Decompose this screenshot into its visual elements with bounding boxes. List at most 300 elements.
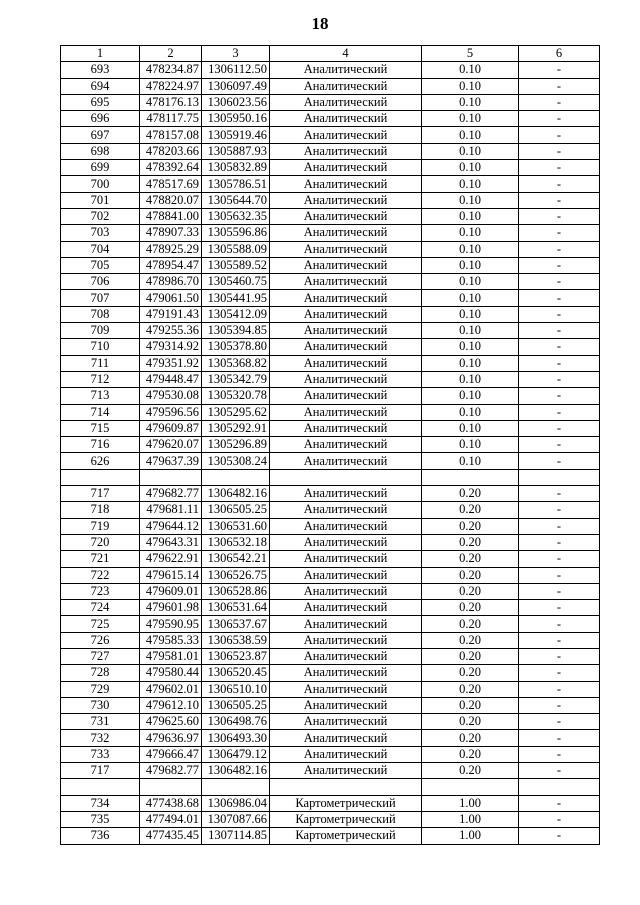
method-cell: Аналитический [270,763,422,779]
y-coordinate-cell: 1305887.93 [202,143,270,159]
accuracy-cell: 0.20 [422,648,519,664]
method-cell: Аналитический [270,420,422,436]
x-coordinate-cell: 479682.77 [140,763,202,779]
table-row [61,160,600,176]
table-row [61,730,600,746]
table-row [61,143,600,159]
accuracy-cell: 0.20 [422,616,519,632]
accuracy-cell: 0.10 [422,420,519,436]
method-cell: Аналитический [270,339,422,355]
x-coordinate-cell: 479681.11 [140,502,202,518]
x-coordinate-cell: 479061.50 [140,290,202,306]
accuracy-cell: 0.10 [422,192,519,208]
accuracy-cell: 0.20 [422,665,519,681]
method-cell: Аналитический [270,306,422,322]
method-cell: Аналитический [270,404,422,420]
point-number-cell: 703 [61,225,140,241]
note-cell: - [519,274,600,290]
x-coordinate-cell: 479596.56 [140,404,202,420]
x-coordinate-cell: 479620.07 [140,437,202,453]
empty-cell [61,779,140,795]
point-number-cell: 702 [61,208,140,224]
method-cell: Аналитический [270,176,422,192]
y-coordinate-cell: 1305308.24 [202,453,270,469]
x-coordinate-cell: 478841.00 [140,208,202,224]
x-coordinate-cell: 479448.47 [140,371,202,387]
table-row [61,551,600,567]
accuracy-cell: 0.10 [422,94,519,110]
method-cell: Аналитический [270,486,422,502]
note-cell: - [519,355,600,371]
point-number-cell: 729 [61,681,140,697]
accuracy-cell: 0.20 [422,583,519,599]
x-coordinate-cell: 479612.10 [140,697,202,713]
table-row [61,111,600,127]
header-cell: 5 [422,46,519,62]
point-number-cell: 700 [61,176,140,192]
accuracy-cell: 0.20 [422,697,519,713]
table-row [61,404,600,420]
table-row [61,371,600,387]
table-row [61,714,600,730]
x-coordinate-cell: 479581.01 [140,648,202,664]
note-cell: - [519,371,600,387]
table-row [61,763,600,779]
point-number-cell: 717 [61,486,140,502]
group-separator-row [61,779,600,795]
method-cell: Аналитический [270,632,422,648]
x-coordinate-cell: 479351.92 [140,355,202,371]
y-coordinate-cell: 1307114.85 [202,828,270,844]
method-cell: Аналитический [270,160,422,176]
note-cell: - [519,420,600,436]
method-cell: Картометрический [270,795,422,811]
accuracy-cell: 0.20 [422,681,519,697]
table-row [61,420,600,436]
accuracy-cell: 0.20 [422,763,519,779]
method-cell: Аналитический [270,730,422,746]
point-number-cell: 694 [61,78,140,94]
y-coordinate-cell: 1306526.75 [202,567,270,583]
method-cell: Картометрический [270,828,422,844]
note-cell: - [519,828,600,844]
y-coordinate-cell: 1306498.76 [202,714,270,730]
table-row [61,437,600,453]
page-number: 18 [311,14,329,33]
note-cell: - [519,583,600,599]
note-cell: - [519,567,600,583]
table-row [61,306,600,322]
point-number-cell: 722 [61,567,140,583]
x-coordinate-cell: 479682.77 [140,486,202,502]
empty-cell [202,779,270,795]
point-number-cell: 697 [61,127,140,143]
accuracy-cell: 0.20 [422,567,519,583]
x-coordinate-cell: 479609.87 [140,420,202,436]
point-number-cell: 709 [61,323,140,339]
y-coordinate-cell: 1306531.64 [202,600,270,616]
point-number-cell: 721 [61,551,140,567]
y-coordinate-cell: 1305632.35 [202,208,270,224]
point-number-cell: 733 [61,746,140,762]
method-cell: Аналитический [270,648,422,664]
table-row [61,241,600,257]
x-coordinate-cell: 478176.13 [140,94,202,110]
method-cell: Аналитический [270,567,422,583]
accuracy-cell: 0.10 [422,62,519,78]
empty-cell [140,779,202,795]
method-cell: Аналитический [270,534,422,550]
table-row [61,632,600,648]
y-coordinate-cell: 1305832.89 [202,160,270,176]
x-coordinate-cell: 478224.97 [140,78,202,94]
method-cell: Аналитический [270,518,422,534]
empty-cell [519,469,600,485]
y-coordinate-cell: 1306482.16 [202,486,270,502]
note-cell: - [519,665,600,681]
point-number-cell: 727 [61,648,140,664]
table-row [61,616,600,632]
method-cell: Аналитический [270,616,422,632]
y-coordinate-cell: 1305596.86 [202,225,270,241]
note-cell: - [519,257,600,273]
accuracy-cell: 0.10 [422,404,519,420]
table-row [61,62,600,78]
table-row [61,323,600,339]
accuracy-cell: 0.10 [422,453,519,469]
accuracy-cell: 0.10 [422,176,519,192]
table-row [61,534,600,550]
note-cell: - [519,306,600,322]
table-row [61,502,600,518]
x-coordinate-cell: 477435.45 [140,828,202,844]
header-cell: 3 [202,46,270,62]
y-coordinate-cell: 1306505.25 [202,502,270,518]
x-coordinate-cell: 479666.47 [140,746,202,762]
note-cell: - [519,339,600,355]
x-coordinate-cell: 479644.12 [140,518,202,534]
point-number-cell: 693 [61,62,140,78]
point-number-cell: 720 [61,534,140,550]
method-cell: Аналитический [270,371,422,387]
y-coordinate-cell: 1305412.09 [202,306,270,322]
method-cell: Аналитический [270,127,422,143]
table-row [61,127,600,143]
point-number-cell: 701 [61,192,140,208]
x-coordinate-cell: 479637.39 [140,453,202,469]
note-cell: - [519,241,600,257]
table-header-row [61,46,600,62]
point-number-cell: 714 [61,404,140,420]
group-separator-row [61,469,600,485]
note-cell: - [519,730,600,746]
x-coordinate-cell: 479601.98 [140,600,202,616]
table-row [61,583,600,599]
y-coordinate-cell: 1305296.89 [202,437,270,453]
accuracy-cell: 0.20 [422,518,519,534]
y-coordinate-cell: 1305786.51 [202,176,270,192]
accuracy-cell: 0.20 [422,632,519,648]
y-coordinate-cell: 1306112.50 [202,62,270,78]
point-number-cell: 704 [61,241,140,257]
note-cell: - [519,632,600,648]
table-row [61,486,600,502]
method-cell: Аналитический [270,192,422,208]
note-cell: - [519,388,600,404]
accuracy-cell: 0.10 [422,257,519,273]
table-row [61,567,600,583]
method-cell: Аналитический [270,225,422,241]
accuracy-cell: 0.10 [422,78,519,94]
x-coordinate-cell: 479609.01 [140,583,202,599]
method-cell: Аналитический [270,453,422,469]
y-coordinate-cell: 1306520.45 [202,665,270,681]
note-cell: - [519,714,600,730]
y-coordinate-cell: 1306523.87 [202,648,270,664]
y-coordinate-cell: 1305394.85 [202,323,270,339]
note-cell: - [519,160,600,176]
method-cell: Аналитический [270,583,422,599]
accuracy-cell: 0.20 [422,746,519,762]
point-number-cell: 724 [61,600,140,616]
accuracy-cell: 0.10 [422,208,519,224]
point-number-cell: 707 [61,290,140,306]
y-coordinate-cell: 1305292.91 [202,420,270,436]
x-coordinate-cell: 479585.33 [140,632,202,648]
table-row [61,339,600,355]
table-row [61,257,600,273]
table-row [61,518,600,534]
accuracy-cell: 0.10 [422,388,519,404]
x-coordinate-cell: 478234.87 [140,62,202,78]
point-number-cell: 719 [61,518,140,534]
x-coordinate-cell: 479191.43 [140,306,202,322]
point-number-cell: 696 [61,111,140,127]
note-cell: - [519,746,600,762]
accuracy-cell: 0.10 [422,143,519,159]
point-number-cell: 735 [61,811,140,827]
y-coordinate-cell: 1307087.66 [202,811,270,827]
accuracy-cell: 1.00 [422,828,519,844]
table-row [61,828,600,844]
point-number-cell: 725 [61,616,140,632]
note-cell: - [519,681,600,697]
table-row [61,746,600,762]
note-cell: - [519,111,600,127]
point-number-cell: 730 [61,697,140,713]
accuracy-cell: 0.10 [422,355,519,371]
method-cell: Аналитический [270,257,422,273]
x-coordinate-cell: 479602.01 [140,681,202,697]
x-coordinate-cell: 479625.60 [140,714,202,730]
x-coordinate-cell: 478203.66 [140,143,202,159]
x-coordinate-cell: 478954.47 [140,257,202,273]
note-cell: - [519,94,600,110]
table-row [61,681,600,697]
header-cell: 2 [140,46,202,62]
y-coordinate-cell: 1305295.62 [202,404,270,420]
point-number-cell: 712 [61,371,140,387]
point-number-cell: 710 [61,339,140,355]
point-number-cell: 698 [61,143,140,159]
method-cell: Аналитический [270,323,422,339]
y-coordinate-cell: 1305320.78 [202,388,270,404]
x-coordinate-cell: 477438.68 [140,795,202,811]
x-coordinate-cell: 479314.92 [140,339,202,355]
empty-cell [202,469,270,485]
table-row [61,94,600,110]
x-coordinate-cell: 479590.95 [140,616,202,632]
note-cell: - [519,404,600,420]
table-row [61,795,600,811]
y-coordinate-cell: 1305919.46 [202,127,270,143]
note-cell: - [519,143,600,159]
accuracy-cell: 0.20 [422,534,519,550]
accuracy-cell: 0.10 [422,160,519,176]
point-number-cell: 718 [61,502,140,518]
accuracy-cell: 0.10 [422,323,519,339]
accuracy-cell: 1.00 [422,811,519,827]
y-coordinate-cell: 1306479.12 [202,746,270,762]
y-coordinate-cell: 1306986.04 [202,795,270,811]
table-row [61,208,600,224]
y-coordinate-cell: 1306542.21 [202,551,270,567]
note-cell: - [519,290,600,306]
note-cell: - [519,486,600,502]
note-cell: - [519,534,600,550]
method-cell: Аналитический [270,714,422,730]
note-cell: - [519,127,600,143]
accuracy-cell: 0.10 [422,339,519,355]
method-cell: Аналитический [270,551,422,567]
method-cell: Аналитический [270,746,422,762]
point-number-cell: 716 [61,437,140,453]
empty-cell [140,469,202,485]
note-cell: - [519,176,600,192]
table-body [61,62,600,844]
y-coordinate-cell: 1305441.95 [202,290,270,306]
empty-cell [422,779,519,795]
point-number-cell: 731 [61,714,140,730]
x-coordinate-cell: 478925.29 [140,241,202,257]
method-cell: Аналитический [270,697,422,713]
coordinates-table-wrapper [60,45,600,845]
method-cell: Аналитический [270,355,422,371]
method-cell: Аналитический [270,665,422,681]
y-coordinate-cell: 1306531.60 [202,518,270,534]
point-number-cell: 713 [61,388,140,404]
method-cell: Аналитический [270,78,422,94]
note-cell: - [519,551,600,567]
accuracy-cell: 0.10 [422,241,519,257]
accuracy-cell: 0.20 [422,714,519,730]
table-row [61,290,600,306]
x-coordinate-cell: 477494.01 [140,811,202,827]
accuracy-cell: 0.20 [422,600,519,616]
y-coordinate-cell: 1305588.09 [202,241,270,257]
y-coordinate-cell: 1306528.86 [202,583,270,599]
accuracy-cell: 0.20 [422,551,519,567]
note-cell: - [519,763,600,779]
note-cell: - [519,208,600,224]
empty-cell [422,469,519,485]
table-row [61,176,600,192]
method-cell: Аналитический [270,388,422,404]
table-row [61,274,600,290]
accuracy-cell: 0.20 [422,502,519,518]
accuracy-cell: 0.10 [422,225,519,241]
point-number-cell: 699 [61,160,140,176]
point-number-cell: 732 [61,730,140,746]
method-cell: Аналитический [270,681,422,697]
method-cell: Аналитический [270,241,422,257]
point-number-cell: 736 [61,828,140,844]
accuracy-cell: 0.10 [422,306,519,322]
method-cell: Аналитический [270,62,422,78]
coordinates-table [60,45,600,845]
table-row [61,811,600,827]
point-number-cell: 723 [61,583,140,599]
method-cell: Аналитический [270,437,422,453]
table-row [61,648,600,664]
method-cell: Аналитический [270,94,422,110]
note-cell: - [519,502,600,518]
y-coordinate-cell: 1306538.59 [202,632,270,648]
point-number-cell: 715 [61,420,140,436]
x-coordinate-cell: 479615.14 [140,567,202,583]
empty-cell [270,469,422,485]
point-number-cell: 695 [61,94,140,110]
x-coordinate-cell: 478820.07 [140,192,202,208]
x-coordinate-cell: 479580.44 [140,665,202,681]
y-coordinate-cell: 1305644.70 [202,192,270,208]
accuracy-cell: 0.10 [422,274,519,290]
y-coordinate-cell: 1305460.75 [202,274,270,290]
empty-cell [270,779,422,795]
note-cell: - [519,62,600,78]
table-row [61,388,600,404]
note-cell: - [519,453,600,469]
y-coordinate-cell: 1306482.16 [202,763,270,779]
x-coordinate-cell: 479622.91 [140,551,202,567]
y-coordinate-cell: 1306023.56 [202,94,270,110]
header-cell: 1 [61,46,140,62]
table-row [61,600,600,616]
y-coordinate-cell: 1306493.30 [202,730,270,746]
point-number-cell: 726 [61,632,140,648]
y-coordinate-cell: 1305342.79 [202,371,270,387]
note-cell: - [519,811,600,827]
accuracy-cell: 0.10 [422,371,519,387]
y-coordinate-cell: 1306537.67 [202,616,270,632]
point-number-cell: 708 [61,306,140,322]
method-cell: Картометрический [270,811,422,827]
note-cell: - [519,78,600,94]
table-row [61,697,600,713]
method-cell: Аналитический [270,290,422,306]
point-number-cell: 711 [61,355,140,371]
x-coordinate-cell: 478907.33 [140,225,202,241]
note-cell: - [519,225,600,241]
accuracy-cell: 0.10 [422,127,519,143]
method-cell: Аналитический [270,502,422,518]
note-cell: - [519,616,600,632]
point-number-cell: 706 [61,274,140,290]
point-number-cell: 728 [61,665,140,681]
x-coordinate-cell: 478157.08 [140,127,202,143]
y-coordinate-cell: 1305950.16 [202,111,270,127]
y-coordinate-cell: 1306532.18 [202,534,270,550]
